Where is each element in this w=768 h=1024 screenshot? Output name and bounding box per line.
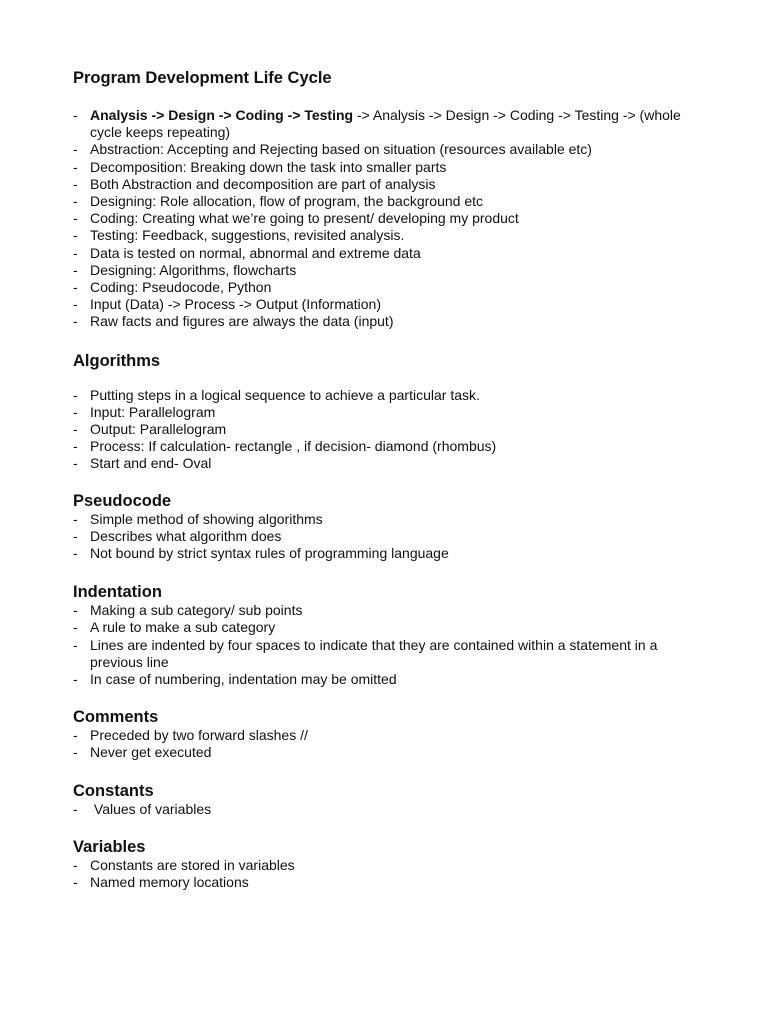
item-text: Output: Parallelogram: [90, 421, 227, 438]
section-heading: Constants: [73, 781, 154, 800]
list-item: [73, 296, 703, 313]
item-text: Coding: Pseudocode, Python: [90, 279, 272, 296]
item-text: Input: Parallelogram: [90, 403, 216, 420]
list-item: [73, 176, 703, 193]
list-item: [73, 227, 703, 244]
list-item: [73, 387, 703, 404]
dash-bullet: -: [73, 210, 78, 227]
item-text: Both Abstraction and decomposition are part of analysis: [90, 175, 436, 192]
section-pdlc: [73, 68, 703, 331]
list-item: [73, 421, 703, 438]
dash-bullet: -: [73, 421, 78, 438]
bullet-list: [73, 107, 703, 331]
section-pseudocode: [73, 491, 703, 563]
list-item: [73, 637, 703, 671]
dash-bullet: -: [73, 744, 78, 761]
dash-bullet: -: [73, 619, 78, 636]
dash-bullet: -: [73, 175, 78, 192]
item-text: Values of variables: [90, 800, 212, 817]
dash-bullet: -: [73, 227, 78, 244]
dash-bullet: -: [73, 403, 78, 420]
list-item: [73, 313, 703, 330]
list-item: [73, 874, 703, 891]
section-constants: [73, 781, 703, 818]
item-text: Lines are indented by four spaces to indicate that they are contained within a statement in a previous line: [90, 636, 658, 670]
item-text: Constants are stored in variables: [90, 856, 295, 873]
list-item: [73, 159, 703, 176]
item-text: Abstraction: Accepting and Rejecting based on situation (resources available etc): [90, 141, 592, 158]
list-item: [73, 801, 703, 818]
section-heading: Variables: [73, 837, 146, 856]
bullet-list: [73, 387, 703, 473]
dash-bullet: -: [73, 279, 78, 296]
list-item: [73, 511, 703, 528]
dash-bullet: -: [73, 527, 78, 544]
dash-bullet: -: [73, 313, 78, 330]
list-item: [73, 404, 703, 421]
list-item: [73, 279, 703, 296]
dash-bullet: -: [73, 602, 78, 619]
list-item: [73, 438, 703, 455]
item-text: A rule to make a sub category: [90, 619, 276, 636]
dash-bullet: -: [73, 510, 78, 527]
bullet-list: [73, 801, 703, 818]
item-text: In case of numbering, indentation may be omitted: [90, 671, 397, 688]
list-item: [73, 857, 703, 874]
list-item: [73, 545, 703, 562]
list-item: [73, 107, 703, 141]
item-text: Named memory locations: [90, 874, 249, 891]
dash-bullet: -: [73, 386, 78, 403]
dash-bullet: -: [73, 244, 78, 261]
dash-bullet: -: [73, 636, 78, 653]
list-item: [73, 744, 703, 761]
item-text: Coding: Creating what we’re going to present/ developing my product: [90, 210, 519, 227]
section-heading: Comments: [73, 708, 159, 727]
dash-bullet: -: [73, 141, 78, 158]
section-heading: Algorithms: [73, 351, 161, 370]
dash-bullet: -: [73, 296, 78, 313]
list-item: [73, 619, 703, 636]
dash-bullet: -: [73, 193, 78, 210]
list-item: [73, 528, 703, 545]
item-text: Simple method of showing algorithms: [90, 510, 323, 527]
list-item: [73, 455, 703, 472]
dash-bullet: -: [73, 545, 78, 562]
list-item: [73, 671, 703, 688]
list-item: [73, 210, 703, 227]
dash-bullet: -: [73, 671, 78, 688]
item-text: Decomposition: Breaking down the task into smaller parts: [90, 158, 447, 175]
bullet-list: [73, 857, 703, 891]
item-text: Putting steps in a logical sequence to achieve a particular task.: [90, 386, 480, 403]
item-text: Never get executed: [90, 744, 212, 761]
list-item: [73, 262, 703, 279]
dash-bullet: -: [73, 438, 78, 455]
dash-bullet: -: [73, 158, 78, 175]
document-page: [73, 68, 703, 891]
item-text: -> Analysis -> Design -> Coding -> Testing -> (whole cycle keeps repeating): [90, 107, 681, 141]
item-text: Not bound by strict syntax rules of programming language: [90, 545, 449, 562]
dash-bullet: -: [73, 107, 78, 123]
section-algorithms: [73, 351, 703, 473]
list-item: [73, 245, 703, 262]
section-variables: [73, 837, 703, 891]
item-text: Start and end- Oval: [90, 455, 212, 472]
item-text: Input (Data) -> Process -> Output (Information): [90, 296, 382, 313]
dash-bullet: -: [73, 874, 78, 891]
item-text: Process: If calculation- rectangle , if decision- diamond (rhombus): [90, 438, 497, 455]
item-text: Making a sub category/ sub points: [90, 602, 303, 619]
bullet-list: [73, 602, 703, 688]
list-item: [73, 193, 703, 210]
section-indentation: [73, 582, 703, 688]
list-item: [73, 602, 703, 619]
list-item: [73, 727, 703, 744]
item-text: Raw facts and figures are always the data (input): [90, 313, 394, 330]
dash-bullet: -: [73, 800, 78, 817]
section-heading: Pseudocode: [73, 491, 172, 510]
dash-bullet: -: [73, 727, 78, 744]
dash-bullet: -: [73, 856, 78, 873]
item-text: Data is tested on normal, abnormal and extreme data: [90, 244, 421, 261]
dash-bullet: -: [73, 261, 78, 278]
item-text: Preceded by two forward slashes //: [90, 727, 308, 744]
item-text: Testing: Feedback, suggestions, revisited analysis.: [90, 227, 405, 244]
item-text: Designing: Role allocation, flow of program, the background etc: [90, 193, 483, 210]
dash-bullet: -: [73, 455, 78, 472]
bold-text: Analysis -> Design -> Coding -> Testing: [90, 107, 354, 123]
section-heading: Program Development Life Cycle: [73, 69, 332, 87]
section-comments: [73, 707, 703, 761]
section-heading: Indentation: [73, 583, 162, 602]
bullet-list: [73, 727, 703, 761]
item-text: Describes what algorithm does: [90, 527, 282, 544]
item-text: Designing: Algorithms, flowcharts: [90, 261, 297, 278]
list-item: [73, 141, 703, 158]
bullet-list: [73, 511, 703, 563]
